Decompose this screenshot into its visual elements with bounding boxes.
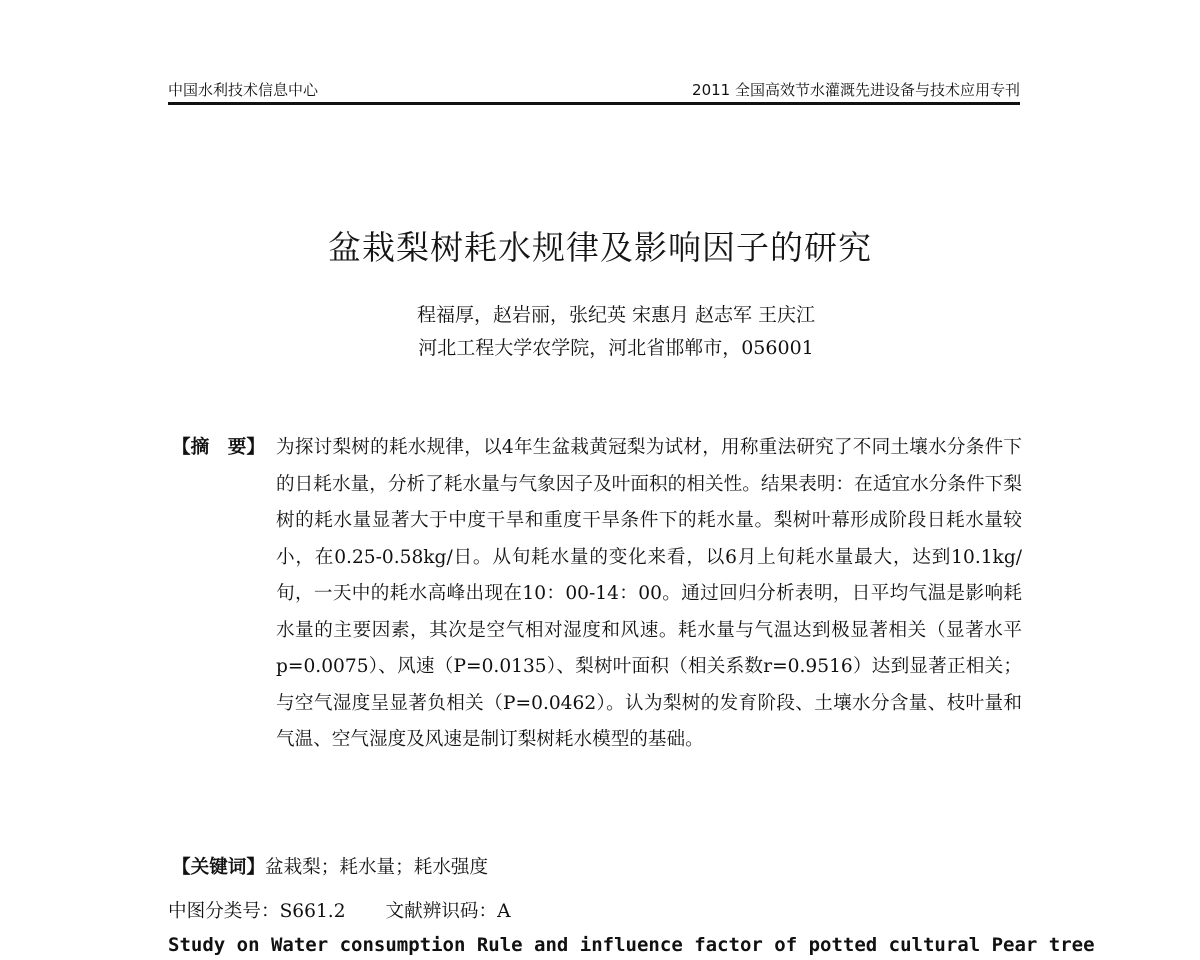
header-rule <box>168 102 1020 105</box>
clc-number: 中图分类号：S661.2 <box>168 901 346 922</box>
english-title: Study on Water consumption Rule and influence factor of potted cultural Pear tree <box>168 934 1095 956</box>
keywords-label: 【关键词】 <box>172 857 265 878</box>
abstract-text: 为探讨梨树的耗水规律，以4年生盆栽黄冠梨为试材，用称重法研究了不同土壤水分条件下的日耗水量，分析了耗水量与气象因子及叶面积的相关性。结果表明：在适宜水分条件下梨树的耗水量显著大于中度干旱和重度干旱条件下的耗水量。梨树叶幕形成阶段日耗水量较小，在0.25-0.58kg/日。从旬耗水量的变化来看，以6月上旬耗水量最大，达到10.1kg/旬，一天中的耗水高峰出现在10：00-14：00。通过回归分析表明，日平均气温是影响耗水量的主要因素，其次是空气相对湿度和风速。耗水量与气温达到极显著相关（显著水平 p=0.0075）、风速（P=0.0135）、梨树叶面积（相关系数r=0.9516）达到显著正相关；与空气湿度呈显著负相关（P=0.0462）。认为梨树的发育阶段、土壤水分含量、枝叶量和气温、空气湿度及风速是制订梨树耗水模型的基础。 <box>276 437 1022 750</box>
classification <box>168 897 1018 927</box>
abstract <box>172 430 1022 759</box>
header-right: 2011 全国高效节水灌溉先进设备与技术应用专刊 <box>692 81 1020 99</box>
keywords-text: 盆栽梨；耗水量；耗水强度 <box>264 857 489 878</box>
running-header <box>168 70 1020 100</box>
abstract-label: 【摘 要】 <box>172 437 265 458</box>
paper-title: 盆栽梨树耗水规律及影响因子的研究 <box>328 228 872 267</box>
keywords <box>172 853 1022 883</box>
header-left: 中国水利技术信息中心 <box>168 81 319 99</box>
affiliation: 河北工程大学农学院，河北省邯郸市，056001 <box>418 337 814 359</box>
document-code: 文献辨识码：A <box>385 901 511 922</box>
authors: 程福厚，赵岩丽，张纪英 宋惠月 赵志军 王庆江 <box>416 304 816 326</box>
